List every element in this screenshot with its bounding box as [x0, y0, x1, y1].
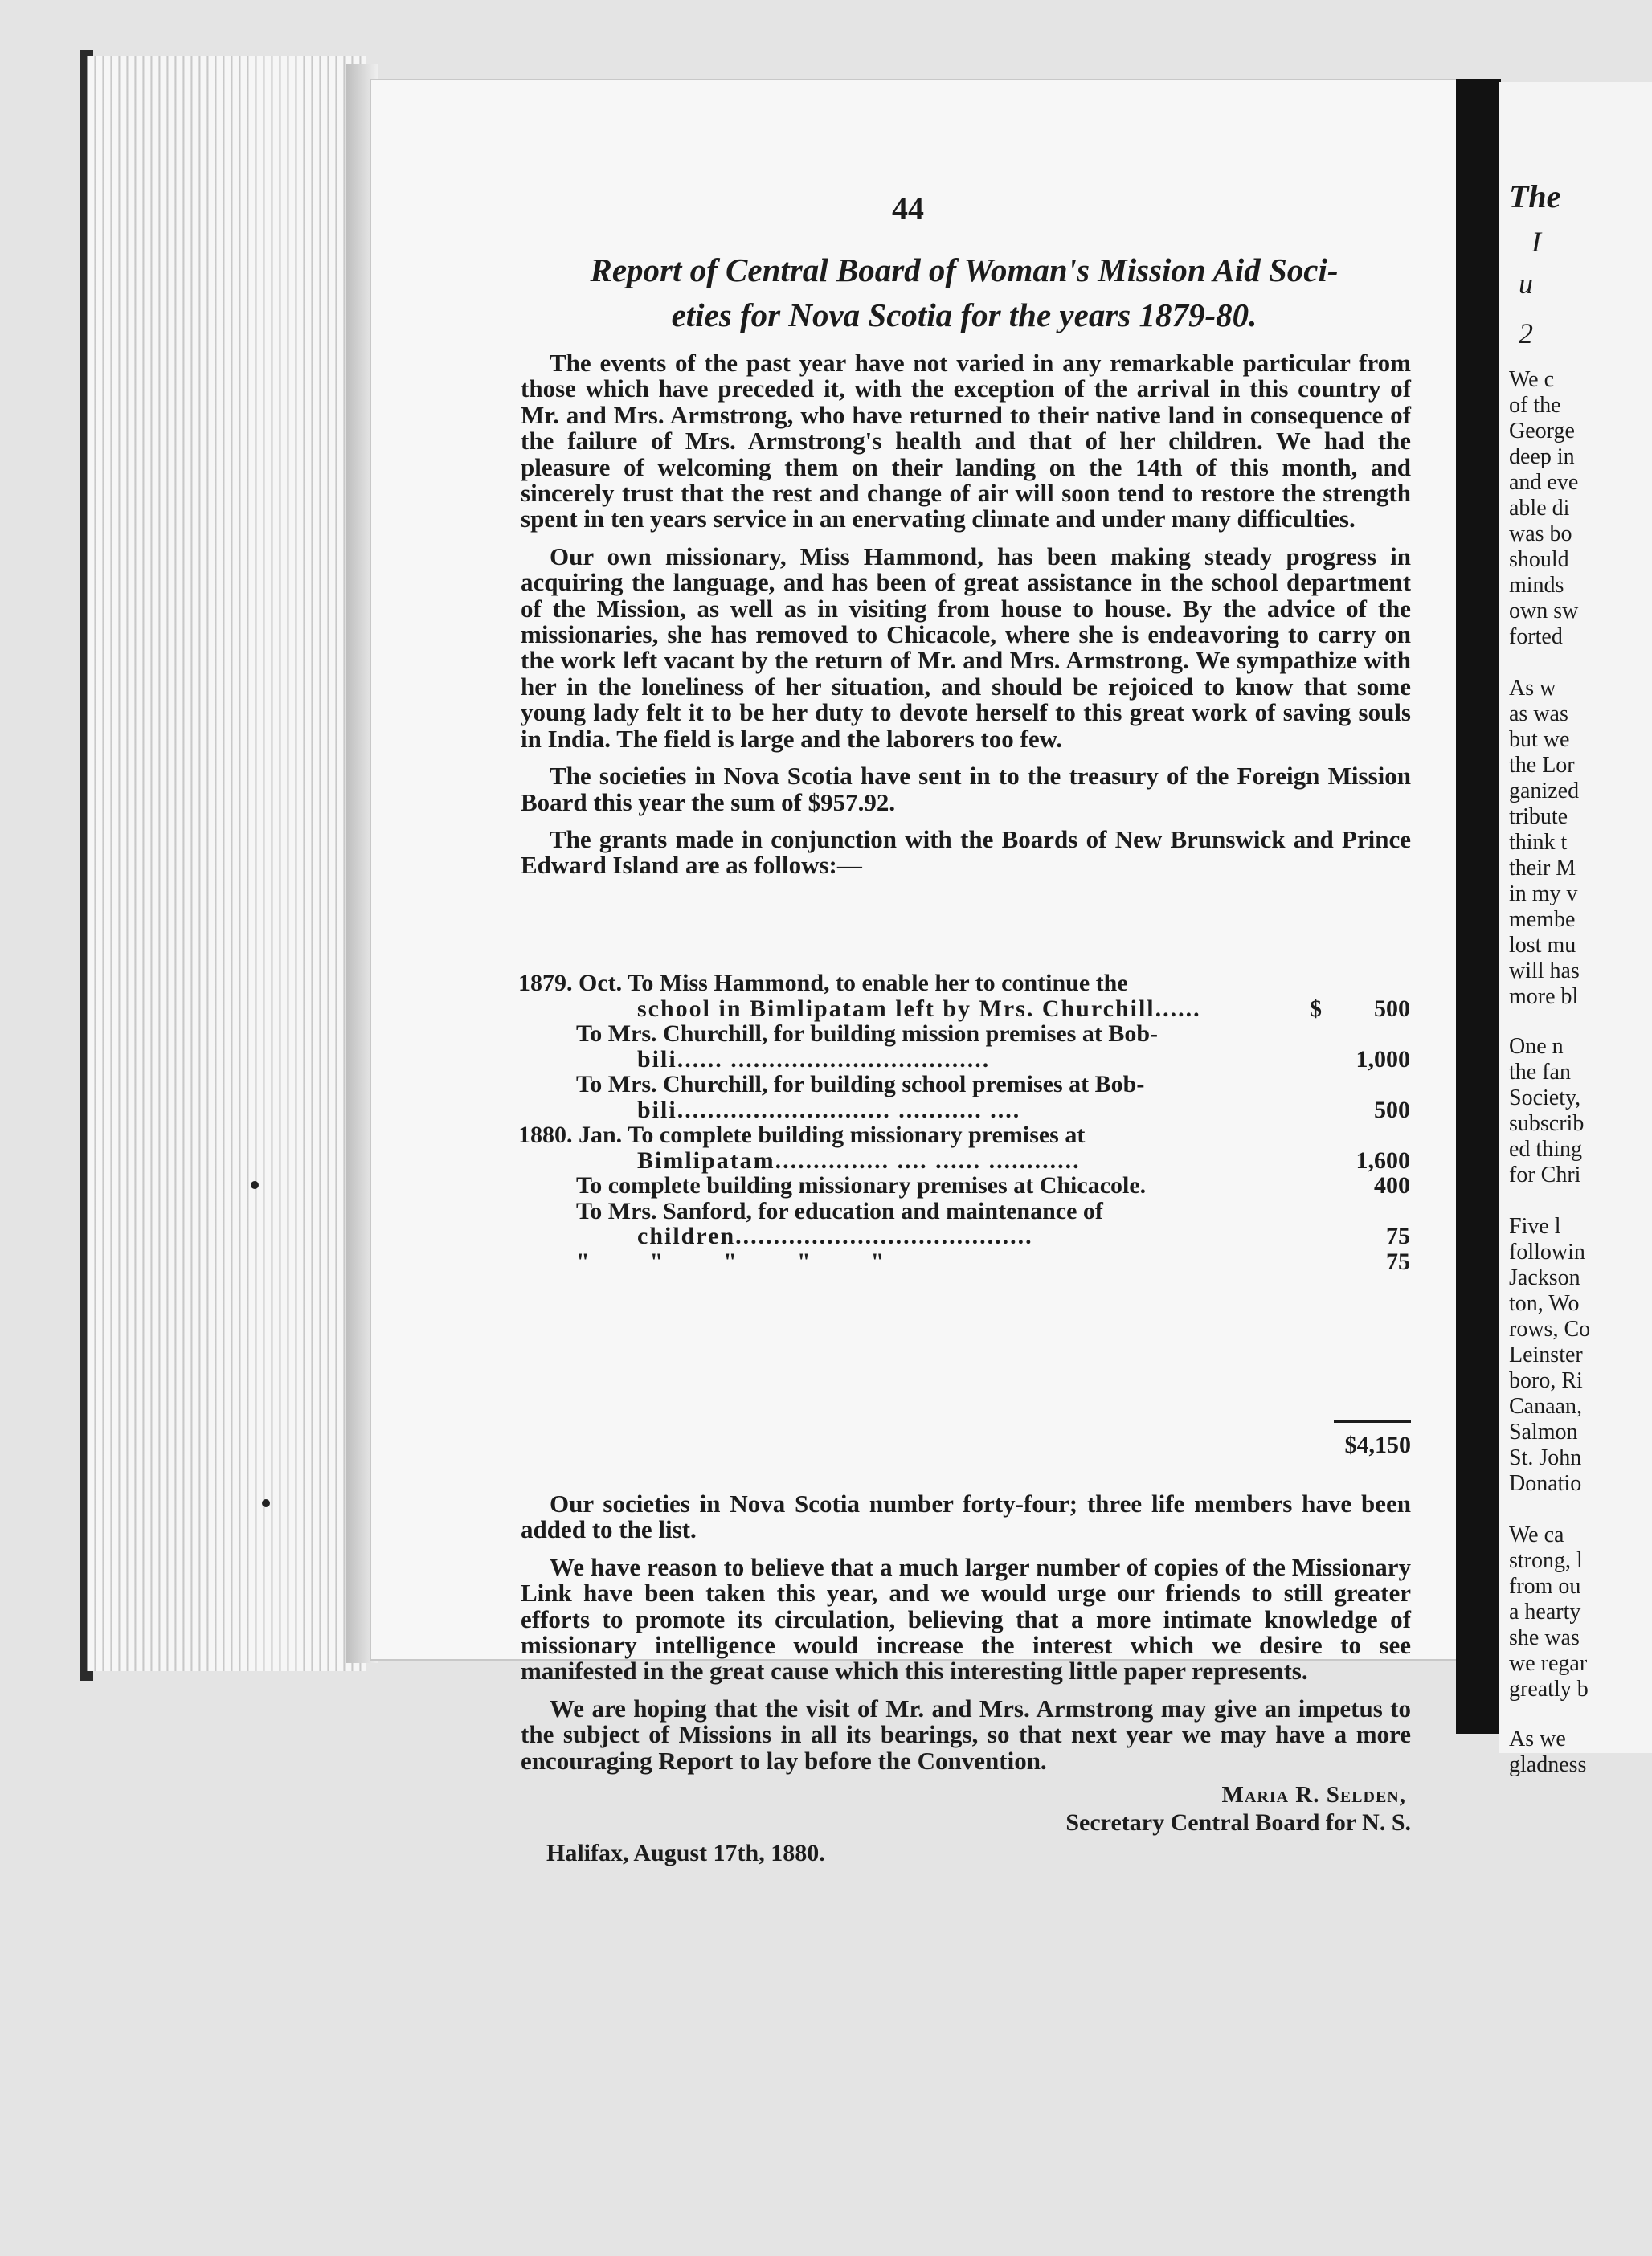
- ledger-amount: 500: [1374, 1096, 1410, 1123]
- facing-page-line: Donatio: [1509, 1471, 1582, 1496]
- facing-page-line: deep in: [1509, 444, 1575, 469]
- facing-page-line: Jackson: [1509, 1265, 1580, 1290]
- facing-page-line: One n: [1509, 1034, 1564, 1059]
- paragraph: The events of the past year have not varied in any remarkable particular from those which have preceded it, with the exception of the arrival in this country of Mr. and Mrs. Armstrong, who have returned to their native land in consequence of the failure of Mrs. Armstrong's health and that of her children. We had the pleasure of welcoming them on their landing on the 14th of this month, and sincerely trust that the rest and change of air will soon tend to restore the strength spent in ten years service in an enervating climate and under many difficulties.: [521, 349, 1411, 533]
- facing-page-line: ton, Wo: [1509, 1291, 1580, 1316]
- paragraph: We are hoping that the visit of Mr. and Mrs. Armstrong may give an impetus to the subject of Missions in all its bearings, so that next year we may have a more encouraging Report to lay before the Convention.: [521, 1694, 1411, 1775]
- facing-page-line: Leinster: [1509, 1343, 1583, 1367]
- facing-page-line: ganized: [1509, 779, 1580, 803]
- facing-page-line: Five l: [1509, 1214, 1561, 1239]
- facing-page-line: Society,: [1509, 1085, 1581, 1110]
- facing-page-line: St. John: [1509, 1445, 1582, 1470]
- facing-page-line: u: [1519, 268, 1533, 300]
- ledger-amount: 1,000: [1356, 1045, 1410, 1073]
- facing-page-line: and eve: [1509, 470, 1579, 495]
- facing-page-line: more bl: [1509, 984, 1579, 1009]
- facing-page-line: we regar: [1509, 1651, 1588, 1676]
- ledger-entry: [518, 1072, 1410, 1122]
- facing-page-line: subscrib: [1509, 1111, 1585, 1136]
- facing-page-line: in my v: [1509, 881, 1578, 906]
- facing-page-line: followin: [1509, 1240, 1585, 1265]
- report-title-line-1: Report of Central Board of Woman's Mission Aid Soci-: [590, 251, 1339, 288]
- ledger-line: " " " " ": [576, 1248, 885, 1275]
- facing-page-line: As we: [1509, 1727, 1566, 1751]
- facing-page-line: As w: [1509, 676, 1556, 701]
- paragraph: Our societies in Nova Scotia number forty-four; three life members have been added to the list.: [521, 1490, 1411, 1544]
- ledger-line: bili...... ..................................: [637, 1045, 991, 1073]
- facing-page-line: rows, Co: [1509, 1317, 1591, 1342]
- ledger-line: children.......................................: [637, 1223, 1033, 1249]
- facing-page-line: minds: [1509, 573, 1564, 598]
- facing-page-line: tribute: [1509, 804, 1568, 829]
- ledger-line: To Mrs. Churchill, for building mission premises at Bob-: [576, 1020, 1159, 1047]
- facing-page-line: 2: [1519, 317, 1533, 349]
- grants-ledger: [518, 971, 1410, 1274]
- facing-page-line: forted: [1509, 624, 1563, 649]
- ledger-line: bili............................ ........... ....: [637, 1096, 1021, 1123]
- facing-page: [1499, 82, 1652, 1777]
- facing-page-line: ed thing: [1509, 1137, 1582, 1162]
- facing-page-line: own sw: [1509, 599, 1579, 623]
- paragraph: The societies in Nova Scotia have sent in to the treasury of the Foreign Mission Board this year the sum of $957.92.: [521, 762, 1411, 816]
- report-title: [514, 247, 1414, 337]
- facing-page-line: greatly b: [1509, 1677, 1589, 1702]
- ledger-line: Bimlipatam............... .... ...... ............: [637, 1146, 1081, 1174]
- facing-page-line: of the: [1509, 393, 1561, 418]
- facing-page-line: I: [1531, 226, 1541, 258]
- ledger-entry: [518, 1249, 1410, 1275]
- facing-page-line: from ou: [1509, 1574, 1581, 1599]
- ledger-entry: [518, 1122, 1410, 1173]
- facing-page-line: George: [1509, 419, 1575, 443]
- facing-page-line: as was: [1509, 701, 1568, 726]
- facing-page-line: the fan: [1509, 1060, 1571, 1085]
- ledger-amount: 400: [1374, 1172, 1410, 1199]
- ink-speck: [251, 1181, 259, 1189]
- facing-page-line: boro, Ri: [1509, 1368, 1583, 1393]
- facing-page-line: was bo: [1509, 521, 1572, 546]
- ledger-amount: 1,600: [1356, 1146, 1410, 1174]
- facing-page-line: a hearty: [1509, 1600, 1581, 1625]
- report-title-line-2: eties for Nova Scotia for the years 1879-80.: [671, 296, 1257, 333]
- facing-page-line: able di: [1509, 496, 1570, 521]
- page-stack-edges: [87, 56, 366, 1671]
- report-body-bottom: [521, 1491, 1411, 1785]
- ledger-line: school in Bimlipatam left by Mrs. Churchill......: [637, 995, 1201, 1022]
- facing-page-line: membe: [1509, 907, 1576, 932]
- page-number: 44: [892, 190, 924, 227]
- ledger-amount: 500: [1374, 995, 1410, 1022]
- facing-page-line: gladness: [1509, 1752, 1587, 1777]
- ledger-line: 1880. Jan. To complete building missionary premises at: [518, 1122, 1086, 1148]
- book-gutter: [1456, 79, 1501, 1734]
- ledger-line: 1879. Oct. To Miss Hammond, to enable her to continue the: [518, 970, 1128, 996]
- ledger-total: $4,150: [1344, 1432, 1411, 1458]
- ledger-entry: [518, 1199, 1410, 1249]
- ledger-line: To complete building missionary premises at Chicacole.: [576, 1172, 1147, 1199]
- ledger-line: To Mrs. Churchill, for building school premises at Bob-: [576, 1071, 1145, 1097]
- facing-page-line: We c: [1509, 367, 1555, 392]
- place-date: Halifax, August 17th, 1880.: [546, 1840, 825, 1866]
- facing-page-line: We ca: [1509, 1522, 1564, 1547]
- signature-title: Secretary Central Board for N. S.: [1065, 1809, 1411, 1836]
- signature-name: Maria R. Selden,: [1221, 1782, 1406, 1808]
- paragraph: The grants made in conjunction with the Boards of New Brunswick and Prince Edward Island are as follows:—: [521, 824, 1411, 880]
- facing-page-line: Canaan,: [1509, 1394, 1582, 1419]
- ink-speck: [262, 1499, 270, 1507]
- ledger-line: To Mrs. Sanford, for education and maintenance of: [576, 1197, 1103, 1224]
- facing-page-line: she was: [1509, 1625, 1580, 1650]
- facing-page-line: the Lor: [1509, 753, 1575, 778]
- facing-page-line: Salmon: [1509, 1420, 1578, 1445]
- ledger-amount: 75: [1386, 1248, 1410, 1275]
- paragraph: We have reason to believe that a much larger number of copies of the Missionary Link have been taken this year, and we would urge our friends to still greater efforts to promote its circulation, believing that a more intimate knowledge of missionary intelligence would increase the interest which we desire to see manifested in the great cause which this interesting little paper represents.: [521, 1552, 1411, 1686]
- facing-page-line: will has: [1509, 958, 1580, 983]
- report-body-top: [521, 350, 1411, 890]
- ledger-entry: [518, 1173, 1410, 1199]
- ledger-currency: $: [1310, 995, 1322, 1022]
- facing-page-line: lost mu: [1509, 933, 1576, 958]
- facing-page-line: but we: [1509, 727, 1570, 752]
- total-rule: [1334, 1420, 1411, 1423]
- paragraph: Our own missionary, Miss Hammond, has been making steady progress in acquiring the language, and has been of great assistance in the school department of the Mission, as well as in visiting from house to house. By the advice of the missionaries, she has removed to Chicacole, where she is endeavoring to carry on the work left vacant by the return of Mr. and Mrs. Armstrong. We sympathize with her in the loneliness of her situation, and should be rejoiced to know that some young lady felt it to be her duty to devote herself to this great work of saving souls in India. The field is large and the laborers too few.: [521, 542, 1411, 753]
- facing-page-line: should: [1509, 547, 1569, 572]
- ledger-entry: [518, 1021, 1410, 1072]
- facing-page-line: think t: [1509, 830, 1568, 855]
- ledger-amount: 75: [1386, 1223, 1410, 1249]
- facing-page-line: for Chri: [1509, 1163, 1581, 1187]
- ledger-entry: [518, 971, 1410, 1021]
- facing-page-line: The: [1509, 178, 1561, 215]
- facing-page-line: strong, l: [1509, 1548, 1583, 1573]
- facing-page-line: their M: [1509, 856, 1576, 881]
